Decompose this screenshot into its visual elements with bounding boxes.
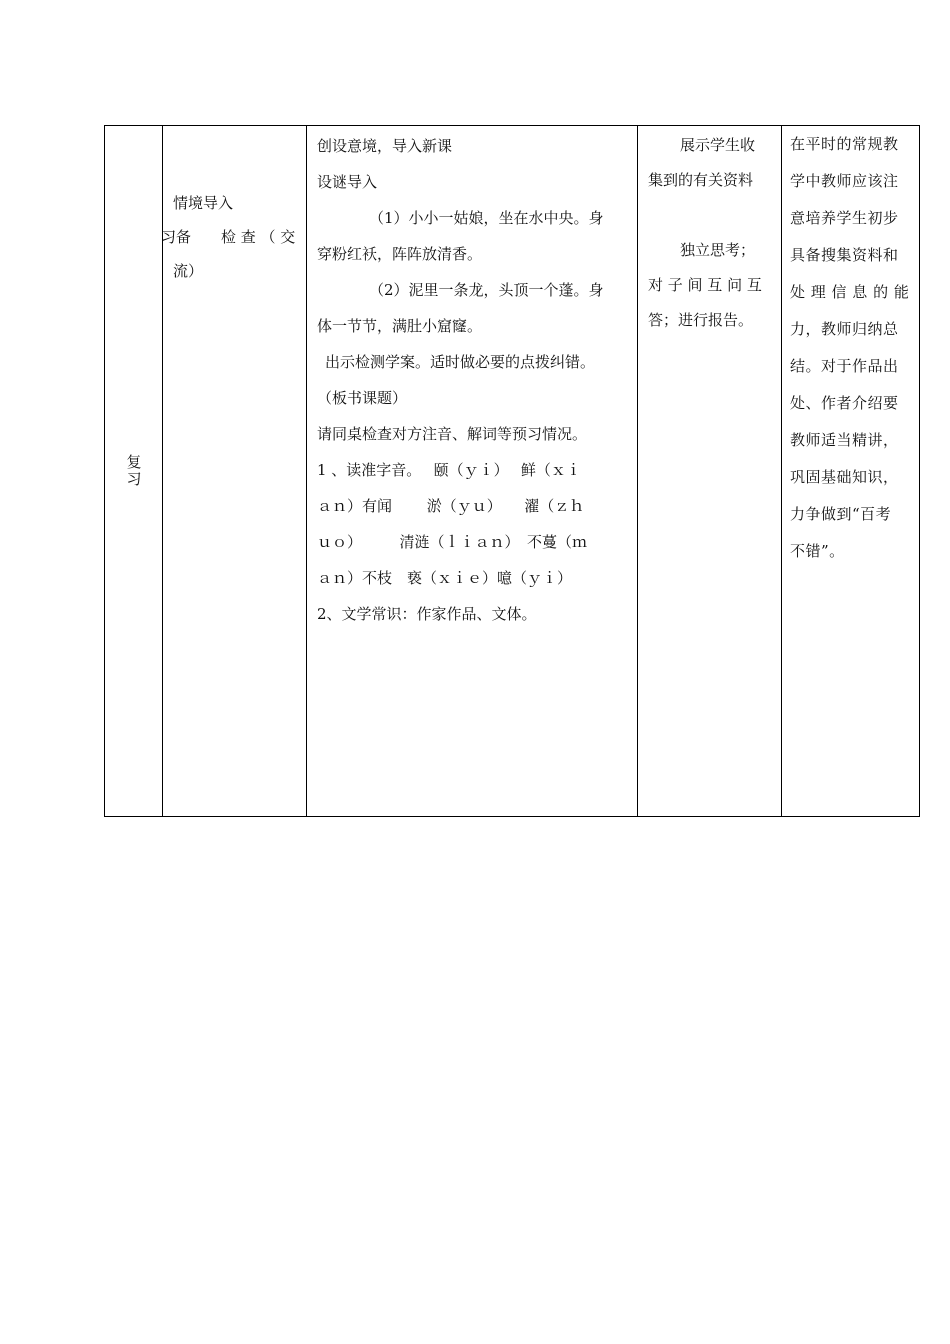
content-line: 出示检测学案。适时做必要的点拨纠错。 (325, 353, 596, 371)
teacher-line: 处 理 信 息 的 能 (790, 283, 910, 301)
student-line: 独立思考； (680, 241, 756, 259)
phase-line: 习备 检 查 （ 交 (161, 228, 296, 246)
content-cell (307, 126, 638, 817)
content-line: （1）小小一姑娘，坐在水中央。身 (369, 209, 604, 227)
teacher-line: 巩固基础知识， (790, 468, 899, 486)
phase-line: 情境导入 (173, 194, 234, 212)
teacher-line: 处、作者介绍要 (790, 394, 899, 412)
content-line: （2）泥里一条龙，头顶一个蓬。身 (369, 281, 604, 299)
lesson-plan-table-wrapper (104, 125, 918, 817)
content-line: ａｎ）有闻 淤（ｙｕ） 濯（ｚｈ (317, 497, 585, 515)
lesson-plan-table (104, 125, 920, 817)
content-line: 1 、读准字音。 颐（ｙｉ） 鲜（ｘｉ (317, 461, 581, 479)
content-line: 创设意境，导入新课 (317, 137, 453, 155)
teacher-line: 结。对于作品出 (790, 357, 899, 375)
content-line: （板书课题） (317, 389, 408, 407)
section-label: 复习 (124, 454, 143, 488)
content-line: 2、文学常识：作家作品、文体。 (317, 605, 537, 623)
content-line: ｕｏ） 清涟（ｌｉａｎ） 不蔓（ｍ (317, 533, 588, 551)
student-activity-cell (638, 126, 782, 817)
section-cell (105, 126, 163, 817)
teacher-line: 不错”。 (790, 542, 845, 560)
teacher-line: 力，教师归纳总 (790, 320, 899, 338)
student-line: 对 子 间 互 问 互 (648, 276, 762, 294)
teacher-line: 意培养学生初步 (790, 209, 899, 227)
content-line: 体一节节，满肚小窟窿。 (317, 317, 483, 335)
teacher-line: 具备搜集资料和 (790, 246, 899, 264)
phase-cell (163, 126, 307, 817)
teacher-line: 教师适当精讲， (790, 431, 899, 449)
phase-line: 流） (173, 262, 204, 280)
content-line: ａｎ）不枝 亵（ｘｉｅ）噫（ｙｉ） (317, 569, 573, 587)
teacher-note-cell (782, 126, 920, 817)
content-line: 穿粉红袄，阵阵放清香。 (317, 245, 483, 263)
table-row (105, 126, 920, 817)
teacher-line: 力争做到“百考 (790, 505, 892, 523)
student-line (648, 198, 775, 233)
student-line: 展示学生收 (680, 136, 756, 154)
content-line: 设谜导入 (317, 173, 378, 191)
teacher-line: 学中教师应该注 (790, 172, 899, 190)
content-line: 请同桌检查对方注音、解词等预习情况。 (317, 425, 588, 443)
student-line: 答；进行报告。 (648, 311, 754, 329)
teacher-line: 在平时的常规教 (790, 135, 899, 153)
student-line: 集到的有关资料 (648, 171, 754, 189)
